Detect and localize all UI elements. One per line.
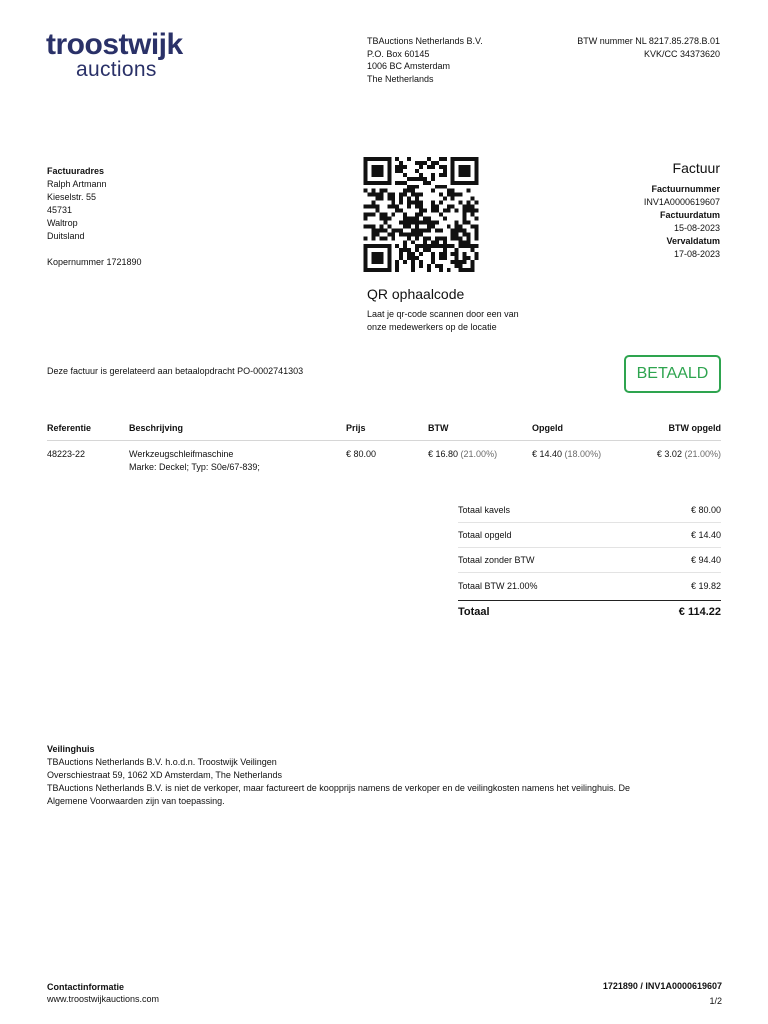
auction-house-line4: Algemene Voorwaarden zijn van toepassing. — [47, 796, 225, 806]
total-vat-row — [458, 573, 721, 598]
payment-relation-note: Deze factuur is gerelateerd aan betaalopdracht PO-0002741303 — [47, 366, 304, 376]
buyer-number: Kopernummer 1721890 — [47, 257, 142, 267]
invoice-date-label: Factuurdatum — [659, 210, 720, 220]
due-date-label: Vervaldatum — [666, 236, 720, 246]
company-city: 1006 BC Amsterdam — [367, 61, 451, 71]
column-header-price: Prijs — [346, 423, 366, 433]
footer-reference: 1721890 / INV1A0000619607 — [602, 981, 722, 991]
total-value: € 94.40 — [690, 555, 721, 565]
grand-total-label: Totaal — [458, 606, 490, 618]
qr-description-line1: Laat je qr-code scannen door een van — [367, 309, 519, 319]
troostwijk-logo — [46, 30, 206, 80]
invoice-number-label: Factuurnummer — [651, 184, 720, 194]
total-excl-vat-row — [458, 548, 721, 573]
billing-address — [47, 165, 142, 269]
row-vat-amount: € 16.80 — [428, 449, 459, 459]
contact-info — [47, 981, 159, 1005]
row-description — [129, 448, 260, 473]
row-premium-amount: € 14.40 — [532, 449, 563, 459]
qr-finder-inner — [459, 165, 471, 177]
row-description-line1: Werkzeugschleifmaschine — [129, 449, 234, 459]
row-vat — [428, 448, 497, 461]
qr-description-line2: onze medewerkers op de locatie — [367, 322, 497, 332]
qr-finder-inner — [371, 165, 383, 177]
logo-wordmark: troostwijk — [46, 28, 183, 61]
row-premium — [532, 448, 601, 461]
column-header-vat: BTW — [428, 423, 449, 433]
row-vat-percent: (21.00%) — [460, 449, 498, 459]
btw-number: BTW nummer NL 8217.85.278.B.01 — [577, 36, 720, 46]
column-header-premium-vat: BTW opgeld — [668, 423, 721, 433]
total-value: € 14.40 — [690, 530, 721, 540]
billing-name: Ralph Artmann — [47, 179, 107, 189]
total-label: Totaal zonder BTW — [458, 555, 535, 565]
billing-label: Factuuradres — [47, 166, 105, 176]
invoice-title: Factuur — [672, 160, 720, 176]
auction-house-line1: TBAuctions Netherlands B.V. h.o.d.n. Troostwijk Veilingen — [47, 757, 277, 767]
invoice-meta — [560, 183, 720, 261]
contact-url[interactable]: www.troostwijkauctions.com — [47, 994, 160, 1004]
paid-status-badge: BETAALD — [624, 355, 721, 393]
total-premium-row — [458, 523, 721, 548]
invoice-date: 15-08-2023 — [673, 223, 720, 233]
total-value: € 80.00 — [690, 505, 721, 515]
company-pobox: P.O. Box 60145 — [367, 48, 430, 59]
logo-subtitle: auctions — [76, 58, 157, 81]
row-description-line2: Marke: Deckel; Typ: S0e/67-839; — [129, 461, 260, 472]
total-value: € 19.82 — [690, 580, 721, 591]
kvk-number: KVK/CC 34373620 — [643, 48, 720, 59]
row-price: € 80.00 — [346, 449, 377, 459]
total-label: Totaal BTW 21.00% — [458, 580, 538, 591]
table-header-divider — [47, 440, 721, 441]
company-address — [367, 35, 483, 85]
column-header-premium: Opgeld — [532, 423, 563, 433]
auction-house-line2: Overschiestraat 59, 1062 XD Amsterdam, The Netherlands — [47, 770, 282, 780]
grand-total-row — [458, 600, 721, 618]
page-number: 1/2 — [709, 996, 722, 1006]
company-name: TBAuctions Netherlands B.V. — [367, 36, 483, 46]
auction-house-line3: TBAuctions Netherlands B.V. is niet de verkoper, maar factureert de koopprijs namens de verkoper en de veilingkosten namens het veilinghuis. De — [47, 783, 630, 793]
row-reference: 48223-22 — [47, 449, 86, 459]
row-premium-vat — [600, 448, 721, 461]
auction-house-info — [47, 743, 727, 808]
row-premium-vat-amount: € 3.02 — [656, 449, 682, 459]
column-header-description: Beschrijving — [129, 423, 184, 433]
total-lots-row — [458, 498, 721, 523]
contact-label: Contactinformatie — [47, 982, 125, 992]
billing-city: Waltrop — [47, 218, 78, 228]
tax-info — [520, 35, 720, 60]
qr-title: QR ophaalcode — [367, 286, 465, 302]
billing-country: Duitsland — [47, 231, 85, 241]
grand-total-value: € 114.22 — [678, 606, 721, 618]
billing-zip: 45731 — [47, 205, 73, 215]
company-country: The Netherlands — [367, 73, 434, 84]
invoice-number: INV1A0000619607 — [643, 197, 720, 207]
auction-house-label: Veilinghuis — [47, 744, 95, 754]
row-premium-vat-percent: (21.00%) — [684, 449, 721, 459]
billing-street: Kieselstr. 55 — [47, 192, 97, 202]
row-premium-percent: (18.00%) — [564, 449, 602, 459]
qr-finder-inner — [371, 252, 383, 264]
qr-description — [367, 308, 547, 334]
total-label: Totaal kavels — [458, 505, 511, 515]
column-header-reference: Referentie — [47, 423, 92, 433]
total-label: Totaal opgeld — [458, 530, 512, 540]
due-date: 17-08-2023 — [673, 249, 720, 259]
qr-code-image — [360, 157, 482, 272]
